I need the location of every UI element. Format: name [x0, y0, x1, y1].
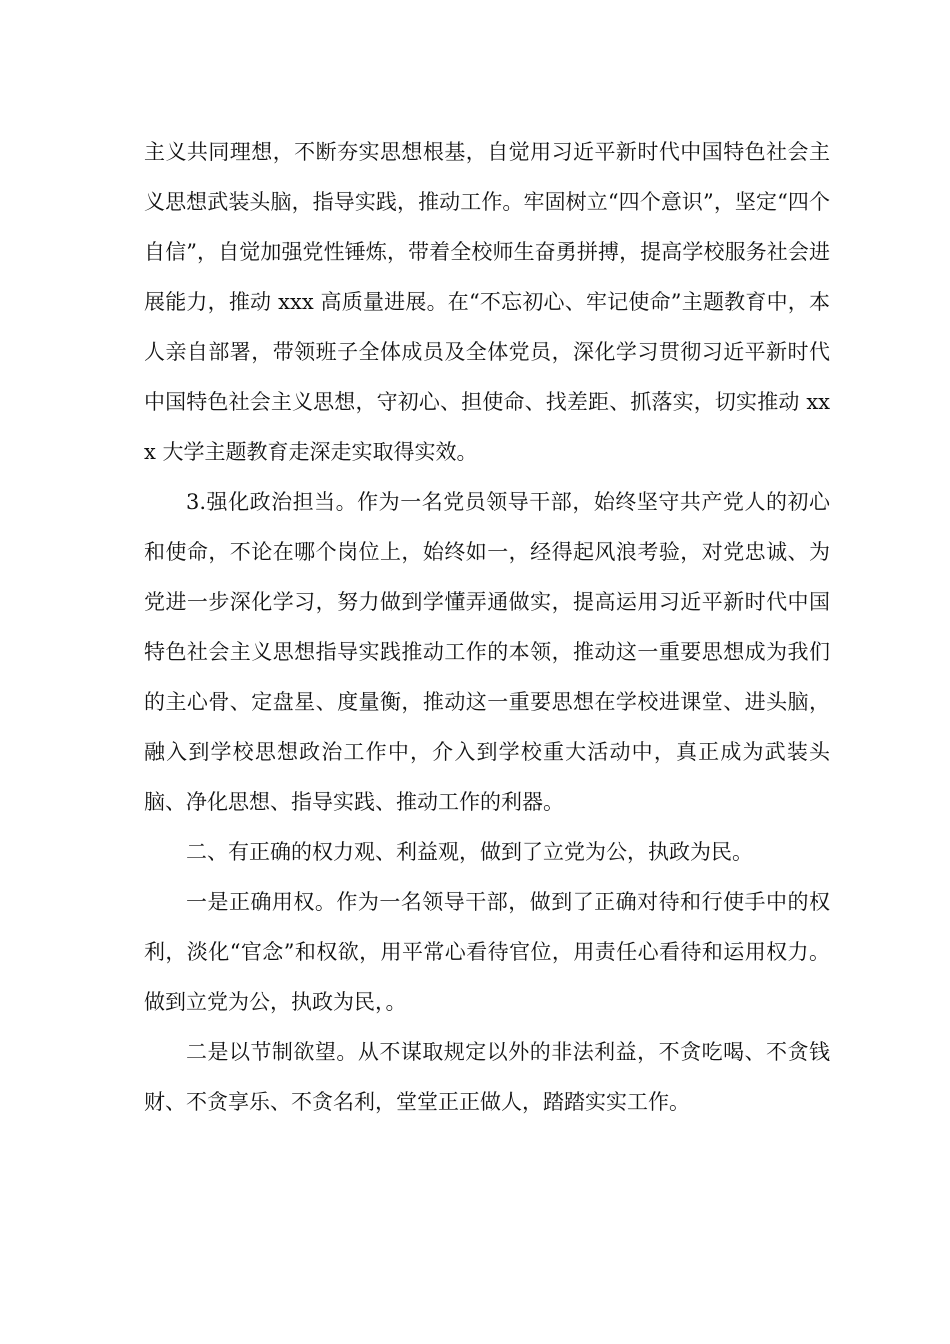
paragraph-continued-ideals: 主义共同理想，不断夯实思想根基，自觉用习近平新时代中国特色社会主义思想武装头脑，指导实践，推动工作。牢固树立“四个意识”，坚定“四个自信”，自觉加强党性锤炼，带着全校师生奋勇拼搏，提高学校服务社会进展能力，推动 xxx 高质量进展。在“不忘初心、牢记使命”主题教育中，本人亲自部署，带领班子全体成员及全体党员，深化学习贯彻习近平新时代中国特色社会主义思想，守初心、担使命、找差距、抓落实，切实推动 xxx 大学主题教育走深走实取得实效。 [144, 140, 830, 464]
paragraph-political-responsibility: 3.强化政治担当。作为一名党员领导干部，始终坚守共产党人的初心和使命，不论在哪个岗位上，始终如一，经得起风浪考验，对党忠诚、为党进一步深化学习，努力做到学懂弄通做实，提高运用习近平新时代中国特色社会主义思想指导实践推动工作的本领，推动这一重要思想成为我们的主心骨、定盘星、度量衡，推动这一重要思想在学校进课堂、进头脑，融入到学校思想政治工作中，介入到学校重大活动中，真正成为武装头脑、净化思想、指导实践、推动工作的利器。 [144, 490, 830, 814]
section-heading-power-view: 二、有正确的权力观、利益观，做到了立党为公，执政为民。 [186, 840, 753, 864]
document-body [144, 127, 830, 1127]
paragraph-correct-use-of-power: 一是正确用权。作为一名领导干部，做到了正确对待和行使手中的权利，淡化“官念”和权欲，用平常心看待官位，用责任心看待和运用权力。做到立党为公，执政为民，。 [144, 890, 830, 1014]
paragraph-restrain-desires: 二是以节制欲望。从不谋取规定以外的非法利益，不贪吃喝、不贪钱财、不贪享乐、不贪名利，堂堂正正做人，踏踏实实工作。 [144, 1040, 830, 1114]
